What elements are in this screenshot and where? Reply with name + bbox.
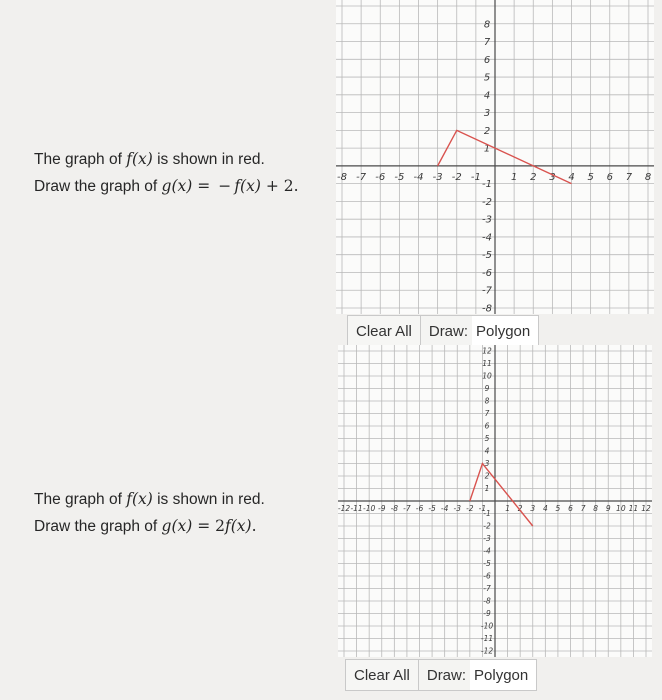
y-tick-label: 6 [484, 421, 490, 431]
x-tick-label: 11 [628, 504, 639, 513]
y-tick-label: 10 [482, 371, 492, 381]
x-tick-label: 1 [505, 504, 510, 513]
y-tick-label: -2 [483, 521, 491, 531]
x-tick-label: -2 [451, 171, 462, 183]
y-tick-label: 5 [484, 434, 490, 444]
function-g: g(x) [161, 517, 193, 535]
x-tick-label: 6 [568, 504, 573, 513]
y-tick-label: -10 [480, 621, 494, 631]
y-tick-label: 1 [483, 143, 491, 155]
function-f: f(x) [224, 517, 252, 535]
y-tick-label: -9 [483, 609, 491, 619]
x-tick-label: 4 [542, 504, 548, 513]
y-tick-label: 3 [483, 108, 491, 120]
prompt-text: Draw the graph of [34, 518, 162, 535]
y-tick-label: 11 [482, 359, 492, 369]
y-tick-label: 6 [483, 54, 491, 66]
polygon-tool-button[interactable]: Polygon [470, 660, 536, 690]
x-tick-label: -7 [403, 504, 411, 513]
x-tick-label: 10 [616, 504, 626, 513]
x-tick-label: -6 [375, 171, 386, 183]
equation-operator: = 2 [192, 517, 225, 535]
y-tick-label: -1 [482, 179, 492, 191]
y-tick-label: 9 [484, 384, 490, 394]
x-tick-label: -11 [350, 504, 363, 513]
y-tick-label: 1 [484, 484, 490, 494]
x-tick-label: -6 [415, 504, 424, 513]
y-tick-label: -6 [482, 267, 492, 279]
x-tick-label: -1 [478, 504, 487, 513]
x-tick-label: -4 [413, 171, 424, 183]
x-tick-label: 8 [644, 171, 652, 183]
clear-all-button[interactable]: Clear All [348, 316, 421, 346]
function-f-graph [470, 464, 536, 527]
x-tick-label: 5 [587, 171, 594, 183]
coordinate-grid[interactable] [336, 0, 654, 314]
x-tick-label: 7 [625, 171, 633, 183]
x-tick-label: 2 [517, 504, 523, 513]
y-tick-label: 2 [484, 471, 490, 481]
y-tick-label: -4 [482, 232, 492, 244]
x-tick-label: 7 [580, 504, 586, 513]
y-tick-label: 7 [483, 37, 491, 49]
x-tick-label: 6 [606, 171, 613, 183]
x-tick-label: -8 [390, 504, 399, 513]
y-tick-label: -11 [480, 634, 494, 644]
graph-toolbar [347, 315, 539, 347]
x-tick-label: -2 [466, 504, 474, 513]
draw-label: Draw: [426, 666, 467, 684]
y-tick-label: -7 [482, 285, 492, 297]
prompt-text: Draw the graph of [34, 178, 162, 195]
prompt-line-1 [34, 146, 299, 173]
y-tick-label: 8 [484, 396, 490, 406]
x-tick-label: -9 [378, 504, 386, 513]
graph-canvas[interactable] [336, 0, 654, 314]
prompt-line-2 [34, 173, 299, 200]
x-tick-label: -5 [394, 171, 405, 183]
y-tick-label: -3 [483, 534, 491, 544]
prompt-text: The graph of [34, 151, 127, 168]
x-tick-label: 4 [568, 171, 575, 183]
prompt-line-1 [34, 486, 265, 513]
y-tick-label: 3 [484, 459, 490, 469]
y-tick-label: 4 [483, 90, 491, 102]
y-tick-label: -2 [482, 196, 492, 208]
x-tick-label: -5 [428, 504, 436, 513]
graph-toolbar [345, 659, 537, 691]
y-tick-label: -7 [483, 584, 491, 594]
x-tick-label: 8 [593, 504, 599, 513]
y-tick-label: 12 [482, 346, 492, 356]
y-tick-label: -4 [483, 546, 491, 556]
function-g: g(x) [161, 177, 193, 195]
coordinate-grid[interactable] [338, 345, 652, 657]
function-f: f(x) [234, 177, 261, 195]
x-tick-label: -8 [337, 171, 347, 183]
x-tick-label: -3 [432, 171, 443, 183]
y-tick-label: 5 [483, 72, 491, 84]
equation-tail: . [251, 517, 257, 535]
prompt-text: The graph of [34, 491, 127, 508]
prompt-text: is shown in red. [152, 491, 265, 508]
x-tick-label: -12 [338, 504, 351, 513]
x-tick-label: 2 [530, 171, 537, 183]
y-tick-label: -3 [482, 214, 492, 226]
x-tick-label: 3 [549, 171, 556, 183]
prompt-text: is shown in red. [152, 151, 265, 168]
y-tick-label: -6 [483, 571, 491, 581]
x-tick-label: -7 [356, 171, 367, 183]
polygon-tool-button[interactable]: Polygon [472, 316, 538, 346]
x-tick-label: -10 [363, 504, 376, 513]
equation-operator: = − [192, 177, 235, 195]
y-tick-label: -8 [482, 303, 492, 314]
y-tick-label: -12 [480, 646, 494, 656]
y-tick-label: 8 [483, 19, 491, 31]
prompt-line-2 [34, 513, 265, 540]
x-tick-label: 1 [510, 171, 518, 183]
y-tick-label: 7 [484, 409, 490, 419]
y-tick-label: -8 [483, 596, 491, 606]
x-tick-label: 5 [555, 504, 561, 513]
problem-prompt [34, 486, 265, 540]
y-tick-label: 4 [484, 446, 490, 456]
y-tick-label: -1 [483, 509, 491, 519]
problem-prompt [34, 146, 299, 200]
clear-all-button[interactable]: Clear All [346, 660, 419, 690]
graph-canvas[interactable] [338, 345, 652, 657]
y-tick-label: 2 [483, 125, 491, 137]
x-tick-label: 3 [530, 504, 536, 513]
x-tick-label: -4 [440, 504, 449, 513]
y-tick-label: -5 [482, 250, 492, 262]
function-f: f(x) [126, 150, 153, 168]
x-tick-label: 9 [605, 504, 611, 513]
y-tick-label: -5 [483, 559, 491, 569]
function-f: f(x) [126, 490, 153, 508]
equation-tail: + 2. [260, 177, 299, 195]
draw-label: Draw: [428, 322, 469, 340]
x-tick-label: 12 [641, 504, 651, 513]
x-tick-label: -3 [453, 504, 461, 513]
x-tick-label: -1 [470, 171, 481, 183]
